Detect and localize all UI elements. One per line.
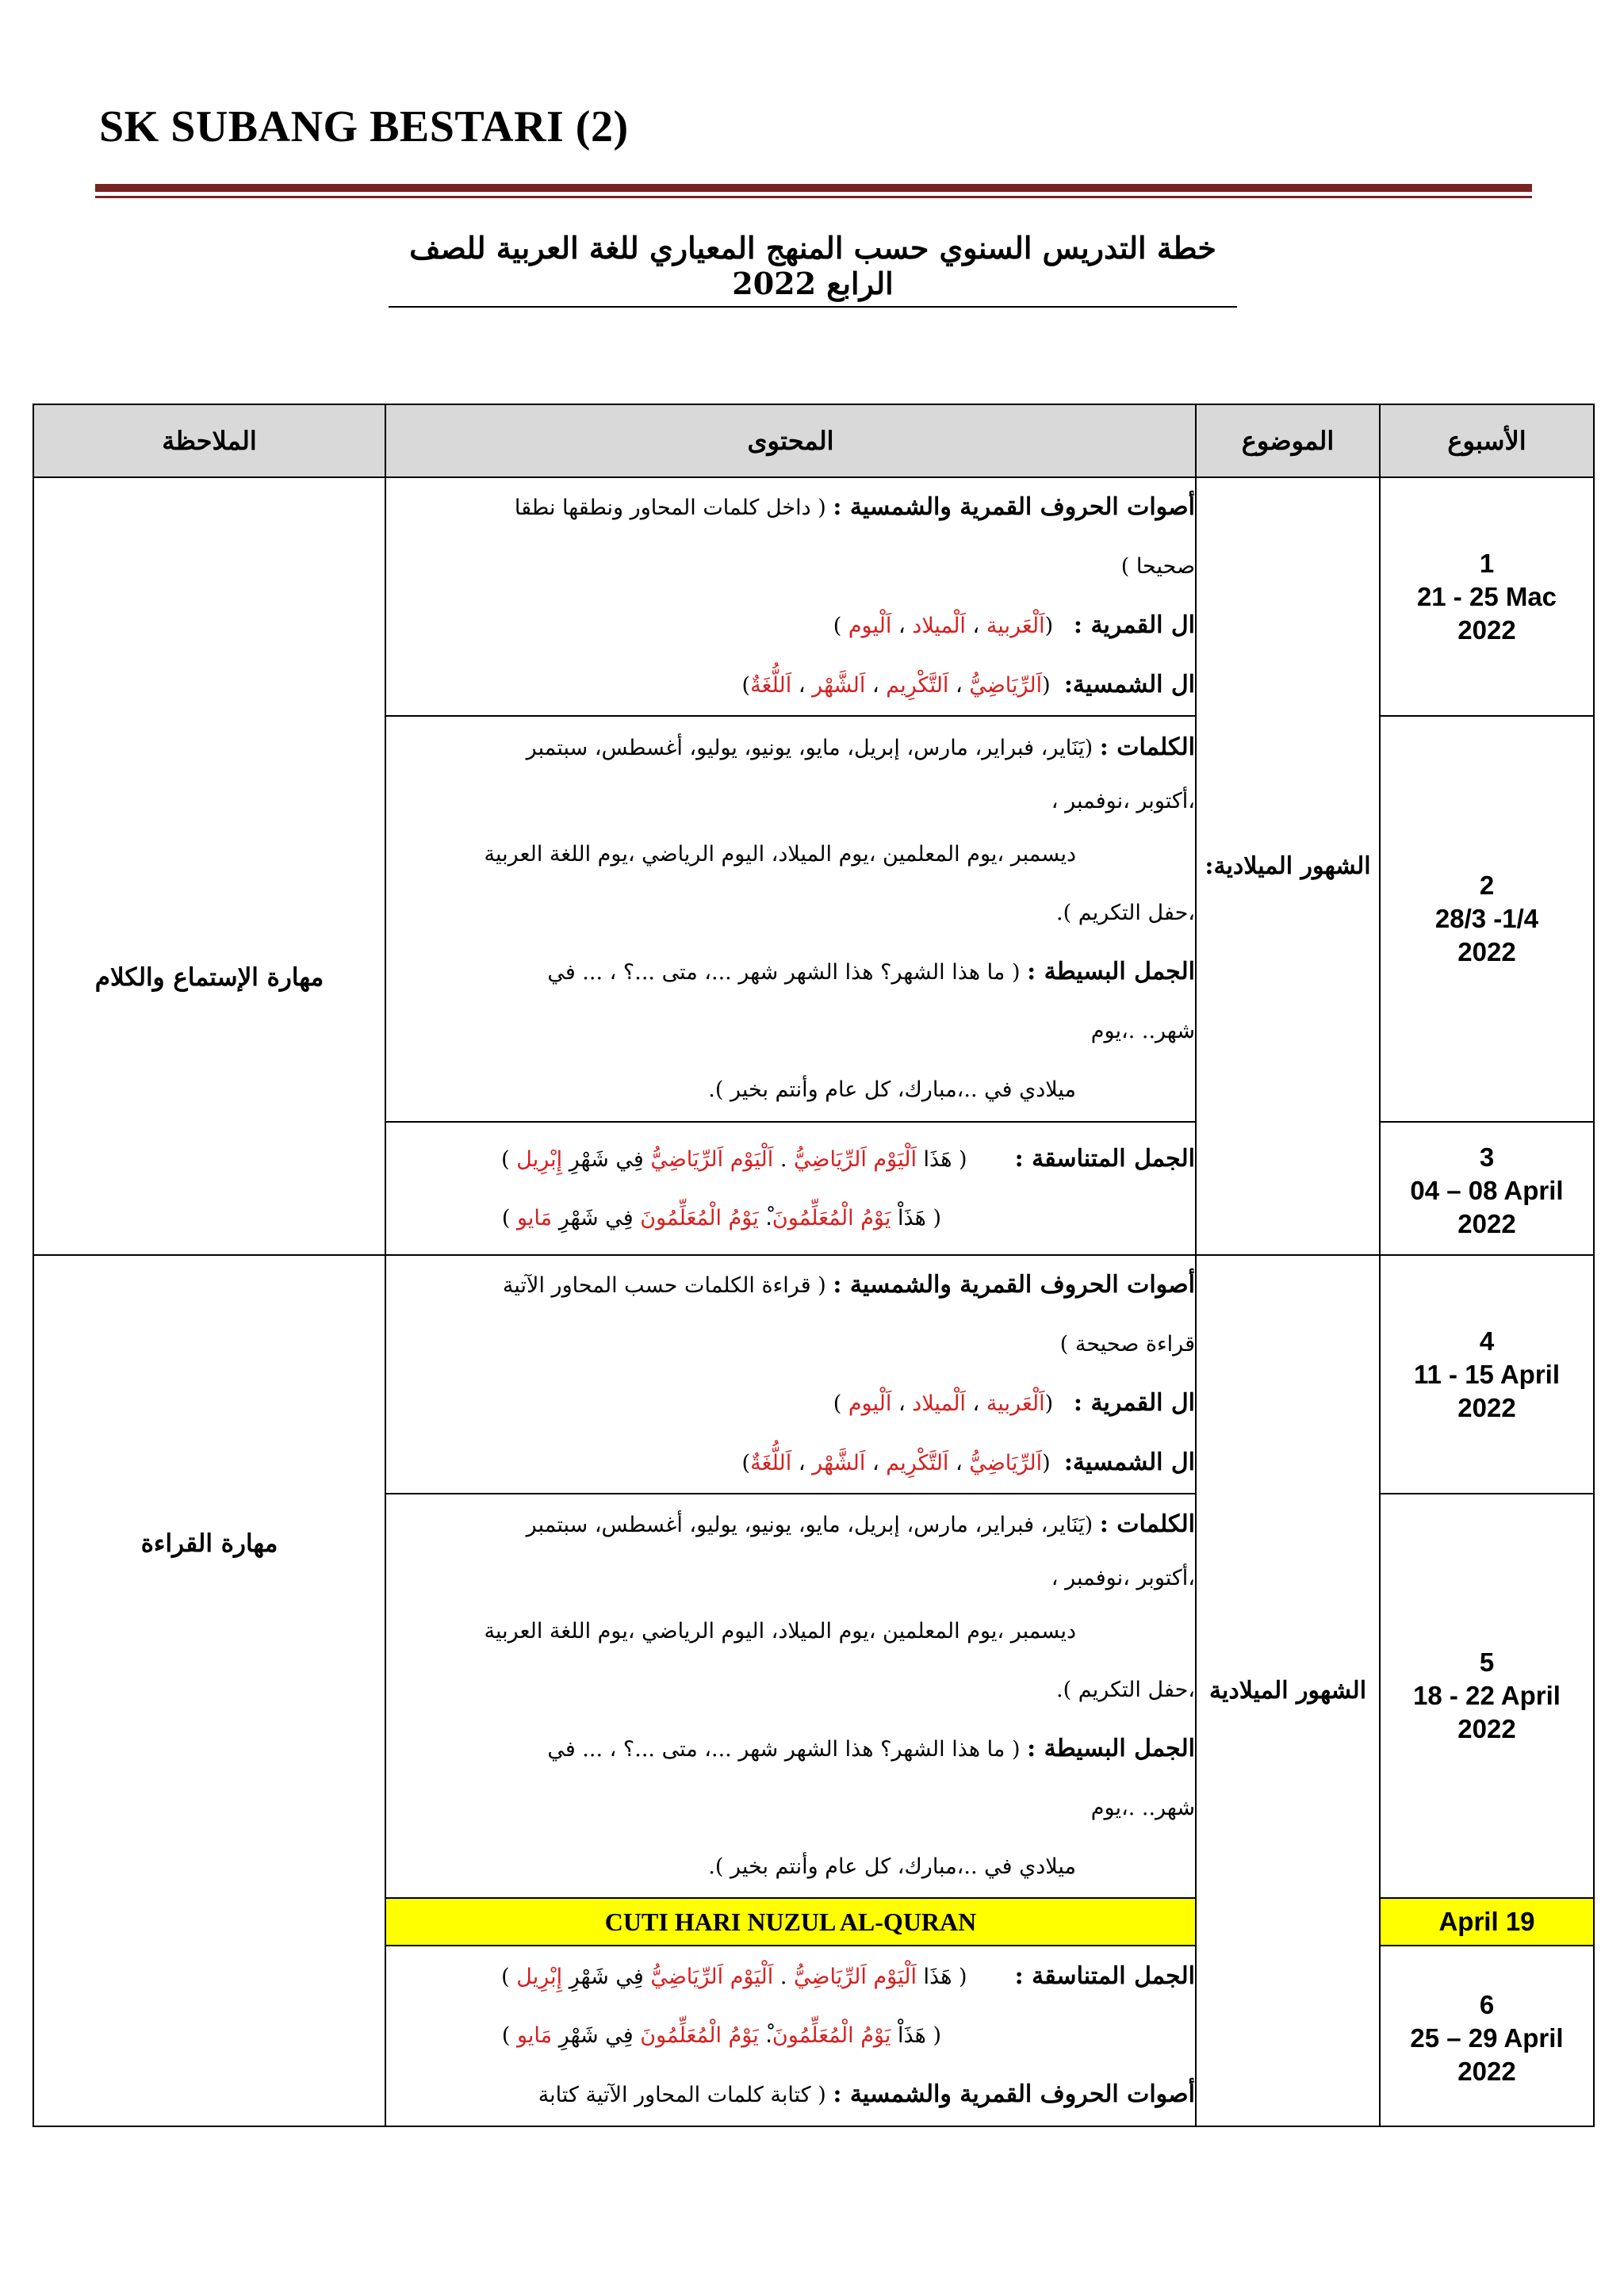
separator: ، xyxy=(956,1451,963,1475)
simple-label: الجمل البسيطة : xyxy=(1027,1735,1195,1762)
header-rule-thin xyxy=(95,196,1532,198)
compare-red: مَايو xyxy=(516,1205,553,1230)
compare-red: مَايو xyxy=(516,2023,553,2048)
week-number: 6 xyxy=(1479,1990,1495,2019)
compare-text: . xyxy=(779,1146,787,1172)
solar-label: ال الشمسية: xyxy=(1063,1448,1195,1476)
lunar-label: ال القمرية : xyxy=(1073,611,1195,639)
compare-label: الجمل المتناسقة : xyxy=(1014,1144,1195,1173)
week-5-cell xyxy=(1380,1494,1594,1898)
week-year: 2022 xyxy=(1457,1714,1516,1743)
separator: ، xyxy=(972,614,980,638)
lunar-word: اَلْيوم xyxy=(848,1391,892,1416)
compare-red: اَلْيَوْم اَلرِّيَاضِيُّ xyxy=(650,1146,774,1172)
solar-word: اَللُّغَةٌ xyxy=(750,1451,792,1475)
solar-word: اَلتَّكْرِيم xyxy=(886,1451,949,1475)
simple-line: ( ما هذا الشهر؟ هذا الشهر شهر ...، متى ...؟ ، ... في xyxy=(547,960,1021,985)
paren: ) xyxy=(741,1451,751,1475)
holiday-label: CUTI HARI NUZUL AL-QURAN xyxy=(385,1898,1196,1946)
compare-red: اَلْيَوْم اَلرِّيَاضِيُّ xyxy=(794,1146,917,1172)
sounds-text: ( قراءة الكلمات حسب المحاور الآتية xyxy=(502,1273,826,1298)
week-number: 2 xyxy=(1479,871,1495,900)
compare-text: ) xyxy=(501,1965,510,1989)
week-number: 1 xyxy=(1479,548,1495,578)
compare-red: إِبْرِيل xyxy=(516,1965,563,1989)
simple-line: ميلادي في ..،مبارك، كل عام وأنتم بخير ). xyxy=(708,1077,1076,1102)
sounds-text-cont: صحيحا ) xyxy=(1120,554,1195,579)
week-dates: 04 – 08 April xyxy=(1410,1176,1564,1205)
compare-red: اَلْيَوْم اَلرِّيَاضِيُّ xyxy=(794,1965,917,1989)
content-week-4 xyxy=(385,1255,1196,1494)
week-dates: 28/3 -1/4 xyxy=(1434,904,1539,933)
vocab-line: ،أكتوبر ،نوفمبر ، xyxy=(1051,789,1195,813)
compare-text: فِي شَهْرِ xyxy=(558,2023,634,2048)
compare-text: ) xyxy=(501,1146,510,1172)
vocab-line: ديسمبر ،يوم المعلمين ،يوم الميلاد، اليوم الرياضي ،يوم اللغة العربية xyxy=(484,1619,1076,1644)
sounds-label: أصوات الحروف القمرية والشمسية : xyxy=(833,493,1195,521)
simple-line: شهر.. .،يوم xyxy=(1090,1796,1195,1820)
header-rule-thick xyxy=(95,184,1532,192)
week-number: 4 xyxy=(1479,1326,1495,1356)
week-6-cell xyxy=(1380,1946,1594,2126)
compare-text: .ْ xyxy=(765,1205,772,1230)
week-number: 3 xyxy=(1479,1142,1495,1172)
separator: ، xyxy=(898,614,906,638)
content-week-5 xyxy=(385,1494,1196,1898)
week-year: 2022 xyxy=(1457,614,1516,645)
lunar-word: اَلْعَربية xyxy=(986,1391,1045,1416)
week-1-cell xyxy=(1380,477,1594,716)
compare-text: ) xyxy=(501,1205,511,1230)
topic-text: الشهور الميلادية xyxy=(1208,1676,1367,1705)
document-title: خطة التدريس السنوي حسب المنهج المعياري للغة العربية للصف الرابع 2022 xyxy=(389,230,1237,308)
vocab-label: الكلمات : xyxy=(1099,1510,1195,1538)
week-year: 2022 xyxy=(1457,1209,1516,1238)
compare-red: يَوْمُ الْمُعَلِّمُونَ xyxy=(640,2023,759,2048)
compare-text: ( هَذَا xyxy=(923,1965,967,1989)
separator: ، xyxy=(972,1391,980,1416)
paren: ( xyxy=(1044,1391,1054,1416)
week-year: 2022 xyxy=(1457,1392,1516,1422)
separator: ، xyxy=(898,1391,906,1416)
paren: ) xyxy=(833,614,842,638)
header-topic: الموضوع xyxy=(1196,404,1380,477)
sounds-label: أصوات الحروف القمرية والشمسية : xyxy=(833,1271,1195,1299)
lunar-word: اَلْميلاد xyxy=(912,1391,966,1416)
compare-text: ( هَذَا xyxy=(923,1146,967,1172)
note-cell-1 xyxy=(33,477,385,1255)
paren: ) xyxy=(833,1391,842,1416)
solar-word: اَلشَّهْر xyxy=(812,673,866,698)
week-dates: 18 - 22 April xyxy=(1413,1681,1561,1710)
topic-cell-2 xyxy=(1196,1255,1380,2126)
week-3-cell xyxy=(1380,1122,1594,1255)
vocab-line: (يَنَاير، فبراير، مارس، إبريل، مايو، يونيو، يوليو، أغسطس، سبتمبر xyxy=(526,1513,1094,1537)
vocab-line: ،أكتوبر ،نوفمبر ، xyxy=(1051,1566,1195,1590)
solar-word: اَلشَّهْر xyxy=(812,1451,866,1475)
week-year: 2022 xyxy=(1457,2057,1516,2086)
compare-text: ) xyxy=(501,2023,511,2048)
simple-line: شهر.. .،يوم xyxy=(1090,1019,1195,1043)
table-header-row xyxy=(33,404,1594,477)
note-text: مهارة القراءة xyxy=(140,1529,278,1558)
compare-red: يَوْمُ الْمُعَلِّمُونَ xyxy=(772,1205,891,1230)
lunar-word: اَلْعَربية xyxy=(986,614,1045,638)
week-dates: 25 – 29 April xyxy=(1410,2023,1564,2053)
week-dates: 11 - 15 April xyxy=(1413,1359,1561,1389)
content-week-2 xyxy=(385,716,1196,1122)
sounds-label: أصوات الحروف القمرية والشمسية : xyxy=(833,2080,1195,2108)
sounds-text: ( كتابة كلمات المحاور الآتية كتابة xyxy=(538,2083,826,2107)
header-content: المحتوى xyxy=(385,404,1196,477)
note-text: مهارة الإستماع والكلام xyxy=(94,962,324,992)
compare-text: ( هَذَاْ xyxy=(897,2023,941,2048)
compare-red: يَوْمُ الْمُعَلِّمُونَ xyxy=(772,2023,891,2048)
paren: ( xyxy=(1042,673,1051,698)
compare-text: . xyxy=(779,1965,787,1989)
compare-red: إِبْرِيل xyxy=(516,1146,563,1172)
separator: ، xyxy=(798,1451,806,1475)
lunar-word: اَلْيوم xyxy=(848,614,892,638)
lunar-word: اَلْميلاد xyxy=(912,614,966,638)
solar-label: ال الشمسية: xyxy=(1063,671,1195,698)
week-4-cell xyxy=(1380,1255,1594,1494)
vocab-line: ،حفل التكريم ). xyxy=(1056,901,1195,925)
compare-red: اَلْيَوْم اَلرِّيَاضِيُّ xyxy=(650,1965,774,1989)
holiday-date: 19 April xyxy=(1380,1898,1594,1946)
separator: ، xyxy=(956,673,963,698)
table-row-week-1 xyxy=(33,477,1594,716)
sounds-text-cont: قراءة صحيحة ) xyxy=(1059,1332,1195,1357)
paren: ( xyxy=(1042,1451,1051,1475)
compare-text: ( هَذَاْ xyxy=(897,1205,941,1230)
teaching-plan-table xyxy=(33,404,1595,2127)
paren: ) xyxy=(741,673,751,698)
week-2-cell xyxy=(1380,716,1594,1122)
simple-line: ميلادي في ..،مبارك، كل عام وأنتم بخير ). xyxy=(708,1854,1076,1879)
compare-text: فِي شَهْرِ xyxy=(558,1205,634,1230)
simple-line: ( ما هذا الشهر؟ هذا الشهر شهر ...، متى ...؟ ، ... في xyxy=(547,1737,1021,1762)
week-year: 2022 xyxy=(1457,937,1516,966)
separator: ، xyxy=(871,1451,879,1475)
paren: ( xyxy=(1044,614,1054,638)
table-row-week-4 xyxy=(33,1255,1594,1494)
header-notes: الملاحظة xyxy=(33,404,385,477)
vocab-line: (يَنَاير، فبراير، مارس، إبريل، مايو، يونيو، يوليو، أغسطس، سبتمبر xyxy=(526,736,1094,760)
solar-word: اَلرِّيَاضِيُّ xyxy=(969,673,1043,698)
header-week: الأسبوع xyxy=(1380,404,1594,477)
topic-text: الشهور الميلادية: xyxy=(1205,851,1371,880)
school-name: SK SUBANG BESTARI (2) xyxy=(99,102,629,151)
note-cell-2 xyxy=(33,1255,385,2126)
compare-red: يَوْمُ الْمُعَلِّمُونَ xyxy=(640,1205,759,1230)
separator: ، xyxy=(871,673,879,698)
solar-word: اَلتَّكْرِيم xyxy=(886,673,949,698)
simple-label: الجمل البسيطة : xyxy=(1027,958,1195,985)
week-number: 5 xyxy=(1479,1647,1495,1677)
compare-text: فِي شَهْرِ xyxy=(569,1965,644,1989)
vocab-line: ديسمبر ،يوم المعلمين ،يوم الميلاد، اليوم الرياضي ،يوم اللغة العربية xyxy=(484,842,1076,867)
vocab-line: ،حفل التكريم ). xyxy=(1056,1678,1195,1702)
solar-word: اَللُّغَةٌ xyxy=(750,673,792,698)
lunar-label: ال القمرية : xyxy=(1073,1389,1195,1417)
week-dates: 21 - 25 Mac xyxy=(1416,581,1557,611)
compare-label: الجمل المتناسقة : xyxy=(1014,1962,1195,1990)
topic-cell-1 xyxy=(1196,477,1380,1255)
content-week-1 xyxy=(385,477,1196,716)
separator: ، xyxy=(798,673,806,698)
solar-word: اَلرِّيَاضِيُّ xyxy=(969,1451,1043,1475)
content-week-3 xyxy=(385,1122,1196,1255)
sounds-text: ( داخل كلمات المحاور ونطقها نطقا xyxy=(514,496,826,520)
content-week-6 xyxy=(385,1946,1196,2126)
vocab-label: الكلمات : xyxy=(1099,733,1195,761)
compare-text: .ْ xyxy=(765,2023,772,2048)
compare-text: فِي شَهْرِ xyxy=(569,1146,644,1172)
